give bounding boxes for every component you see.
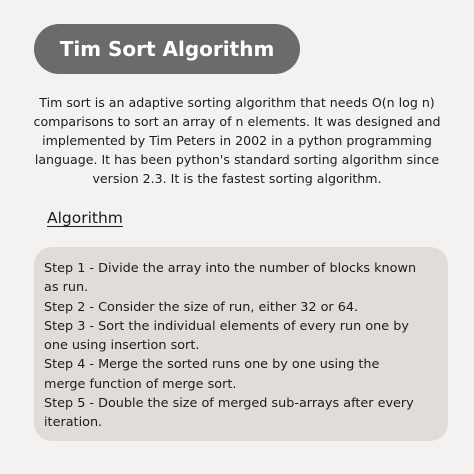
algorithm-steps bbox=[44, 259, 444, 433]
step-line: Step 5 - Double the size of merged sub-arrays after every bbox=[44, 396, 414, 412]
intro-line: language. It has been python's standard sorting algorithm since bbox=[34, 152, 440, 167]
step-line: merge function of merge sort. bbox=[44, 376, 237, 392]
intro-line: version 2.3. It is the fastest sorting algorithm. bbox=[92, 171, 382, 186]
title-banner bbox=[34, 24, 300, 74]
step-line: as run. bbox=[44, 280, 89, 296]
step-line: one using insertion sort. bbox=[44, 338, 200, 354]
intro-line: implemented by Tim Peters in 2002 in a python programming bbox=[42, 133, 432, 148]
step-line: Step 4 - Merge the sorted runs one by one using the bbox=[44, 357, 380, 373]
step-line: Step 2 - Consider the size of run, either 32 or 64. bbox=[44, 299, 359, 315]
step-line: iteration. bbox=[44, 415, 103, 431]
intro-line: comparisons to sort an array of n elements. It was designed and bbox=[33, 114, 441, 129]
section-heading: Algorithm bbox=[47, 209, 123, 227]
step-line: Step 1 - Divide the array into the number of blocks known bbox=[44, 261, 417, 276]
intro-line: Tim sort is an adaptive sorting algorithm that needs O(n log n) bbox=[39, 95, 435, 110]
step-line: Step 3 - Sort the individual elements of every run one by bbox=[44, 318, 409, 334]
page-title: Tim Sort Algorithm bbox=[59, 37, 275, 61]
intro-paragraph bbox=[22, 93, 452, 188]
